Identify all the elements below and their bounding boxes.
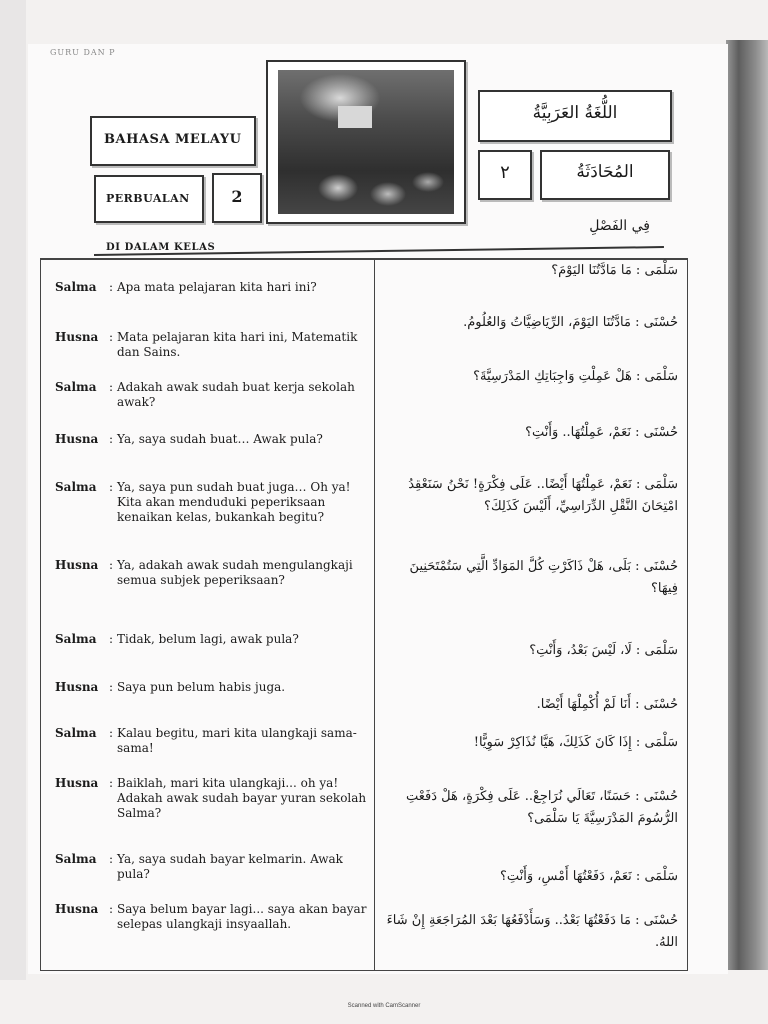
arabic-title: اللُّغَةُ العَرَبِيَّةُ [532,103,618,123]
arabic-number: ٢ [500,162,510,183]
arabic-line: سَلْمَى : مَا مَادَّتُنَا اليَوْمَ؟ [551,263,678,278]
arabic-line: حُسْنَى : أَنَا لَمْ أُكْمِلْهَا أَيْضًا. [536,697,678,712]
arabic-line: سَلْمَى : إِذَا كَانَ كَذَلِكَ، هَيَّا نُذَاكِرْ سَوِيًّا! [473,735,678,750]
dialogue-table: Salma : Apa mata pelajaran kita hari ini? Husna : Mata pelajaran kita hari ini, Matematik dan Sains. Salma : Adakah awak sudah buat kerja sekolah awak? Husna : Ya, saya sudah buat… Awak pula? Salma : Ya, saya pun sudah buat juga… Oh ya! Kita akan menduduki peperiksaan kenaikan kelas, bukankah begitu? Husna : Ya, adakah awak sudah mengulangkaji semua subjek peperiksaan? Salma : Tidak, belum lagi, awak pula? Husna : Saya pun belum habis juga. Salma : Kalau begitu, mari kita ulangkaji sama-sama! Husna : Baiklah, mari kita ulangkaji... oh ya! Adakah awak sudah bayar yuran sekolah Salma? Salma : Ya, saya sudah bayar kelmarin. Awak pula? Husna : Saya belum bayar lagi... saya akan bayar selepas ulangkaji insyaallah. سَلْمَى : مَا مَادَّتُنَا اليَوْمَ؟ حُسْنَى : مَادَّتُنَا اليَوْمَ، الرِّيَاضِيَّاتُ وَالعُلُومُ. سَلْمَى : هَلْ عَمِلْتِ وَاجِبَاتِكِ المَدْرَسِيَّةَ؟ حُسْنَى : نَعَمْ، عَمِلْتُهَا.. وَأَنْتِ؟ سَلْمَى : نَعَمْ، عَمِلْتُهَا أَيْضًا.. عَلَى فِكْرَةٍ! نَحْنُ سَنَعْقِدُ امْتِحَانَ النَّقْلِ الدِّرَاسِيِّ، أَلَيْسَ كَذَلِكَ؟ حُسْنَى : بَلَى، هَلْ ذَاكَرْتِ كُلَّ المَوَادِّ الَّتِي سَتُمْتَحَنِينَ فِيهَا؟ سَلْمَى : لَا، لَيْسَ بَعْدُ، وَأَنْتِ؟ حُسْنَى : أَنَا لَمْ أُكْمِلْهَا أَيْضًا. سَلْمَى : إِذَا كَانَ كَذَلِكَ، هَيَّا نُذَاكِرْ سَوِيًّا! حُسْنَى : حَسَنًا، تَعَالَي نُرَاجِعْ.. عَلَى فِكْرَةٍ، هَلْ دَفَعْتِ الرُّسُومَ المَدْرَسِيَّةَ يَا سَلْمَى؟ سَلْمَى : نَعَمْ، دَفَعْتُهَا أَمْسِ، وَأَنْتِ؟ حُسْنَى : مَا دَفَعْتُهَا بَعْدُ.. وَسَأَدْفَعُهَا بَعْدَ المُرَاجَعَةِ إِنْ شَاءَ اللهُ. [40,258,688,971]
dialogue-text: Tidak, belum lagi, awak pula? [117,632,299,646]
malay-title: BAHASA MELAYU [104,132,242,147]
arabic-line: حُسْنَى : نَعَمْ، عَمِلْتُهَا.. وَأَنْتِ؟ [525,425,678,440]
arabic-line: سَلْمَى : هَلْ عَمِلْتِ وَاجِبَاتِكِ المَدْرَسِيَّةَ؟ [473,369,678,384]
scan-margin-right [726,40,768,970]
section-label: DI DALAM KELAS [106,242,216,253]
speaker-name: Husna [55,432,99,446]
dialogue-text: Ya, saya sudah buat… Awak pula? [117,432,323,446]
arabic-place-label: فِي الفَصْلِ [589,218,650,234]
lesson-number: 2 [231,187,243,206]
dialogue-text: Apa mata pelajaran kita hari ini? [117,280,317,294]
malay-title-box [90,116,256,166]
speaker-name: Husna [55,902,99,916]
speaker-name: Husna [55,776,99,790]
photo-window-highlight [338,106,372,128]
arabic-line: سَلْمَى : نَعَمْ، عَمِلْتُهَا أَيْضًا.. عَلَى فِكْرَةٍ! نَحْنُ سَنَعْقِدُ امْتِحَانَ النَّقْلِ الدِّرَاسِيِّ، أَلَيْسَ كَذَلِكَ؟ [408,477,678,514]
arabic-subtitle: المُحَادَثَةُ [576,162,634,182]
dialogue-text: Baiklah, mari kita ulangkaji... oh ya! Adakah awak sudah bayar yuran sekolah Salma? [117,776,367,820]
speaker-name: Salma [55,852,97,866]
dialogue-text: Saya belum bayar lagi... saya akan bayar selepas ulangkaji insyaallah. [117,902,367,931]
arabic-line: سَلْمَى : نَعَمْ، دَفَعْتُهَا أَمْسِ، وَأَنْتِ؟ [500,869,678,884]
arabic-title-box [478,90,672,142]
arabic-line: حُسْنَى : بَلَى، هَلْ ذَاكَرْتِ كُلَّ المَوَادِّ الَّتِي سَتُمْتَحَنِينَ فِيهَا؟ [409,559,678,596]
arabic-line: حُسْنَى : حَسَنًا، تَعَالَي نُرَاجِعْ.. عَلَى فِكْرَةٍ، هَلْ دَفَعْتِ الرُّسُومَ المَدْرَسِيَّةَ يَا سَلْمَى؟ [405,789,678,826]
dialogue-text: Ya, adakah awak sudah mengulangkaji semua subjek peperiksaan? [117,558,353,587]
column-divider [374,260,375,970]
speaker-name: Salma [55,480,97,494]
scanner-watermark: Scanned with CamScanner [347,1003,421,1009]
running-head: GURU DAN P [50,48,116,57]
dialogue-text: Saya pun belum habis juga. [117,680,286,694]
classroom-photo-image [278,70,454,214]
arabic-line: سَلْمَى : لَا، لَيْسَ بَعْدُ، وَأَنْتِ؟ [529,643,678,658]
arabic-subtitle-box [540,150,670,200]
speaker-name: Husna [55,558,99,572]
speaker-name: Husna [55,680,99,694]
dialogue-text: Kalau begitu, mari kita ulangkaji sama-sama! [117,726,357,755]
malay-subtitle-box [94,175,204,223]
malay-subtitle: PERBUALAN [106,192,190,205]
dialogue-text: Ya, saya sudah bayar kelmarin. Awak pula? [117,852,343,881]
lesson-number-box [212,173,262,223]
dialogue-text: Adakah awak sudah buat kerja sekolah awak? [117,380,355,409]
speaker-name: Salma [55,380,97,394]
speaker-name: Salma [55,632,97,646]
dialogue-text: Ya, saya pun sudah buat juga… Oh ya! Kita akan menduduki peperiksaan kenaikan kelas, bukankah begitu? [117,480,351,524]
arabic-line: حُسْنَى : مَا دَفَعْتُهَا بَعْدُ.. وَسَأَدْفَعُهَا بَعْدَ المُرَاجَعَةِ إِنْ شَاءَ اللهُ. [386,913,678,950]
speaker-name: Salma [55,726,97,740]
speaker-name: Salma [55,280,97,294]
speaker-name: Husna [55,330,99,344]
arabic-line: حُسْنَى : مَادَّتُنَا اليَوْمَ، الرِّيَاضِيَّاتُ وَالعُلُومُ. [463,315,678,330]
scan-margin-left [0,0,26,980]
classroom-photo [266,60,466,224]
dialogue-text: Mata pelajaran kita hari ini, Matematik dan Sains. [117,330,358,359]
arabic-number-box [478,150,532,200]
